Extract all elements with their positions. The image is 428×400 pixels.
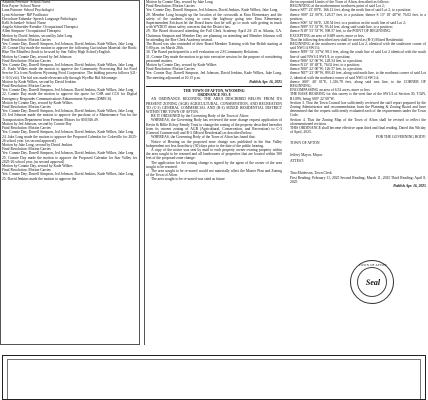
attest-label: ATTEST: (290, 159, 305, 164)
vote-line: Yes: Connie Day, Darrell Simpson, Jed Johnson, David Jenkins, Kade Wilkes, Jake Long (2, 151, 134, 156)
mayor-signature-line: Jeffery Mayor, Mayor (290, 152, 323, 157)
legal-description: thence N00° 22' 00"W, 126.57 feet, to a position; (290, 67, 363, 72)
motion-line: Motion by Connie Day, second by Kade Wilkes (2, 163, 73, 168)
item-26: 25. David Jenkins made the motion to approve the (2, 176, 77, 181)
motion-line: Motion by Connie Day, second by Jed Johnson (2, 54, 72, 59)
effective-clause: THIS ORDINANCE shall become effective upon third and final reading. Dated this 9th day of April, 2025. (290, 126, 426, 135)
legal-description: EXCEPTING an area of 0.689 acres, more or less. (290, 33, 365, 38)
ordinance-para: A copy of the notice was sent by mail to each property owner owning property within the area sought to be rezoned and all landowners of properties that are located within 500 feet of the proposed zone change. (146, 147, 282, 161)
item-20: 20. Connie Day made the motion to approve the following Curriculum Material: the Book: Blue The Mindfest (book to be used by Star Valley High School) English. (2, 46, 137, 55)
resolution-line: Final Resolution: Motion Carries (2, 37, 51, 42)
ordinance-para: The area sought to be re-zoned would not materially affect the Master Plan and Zoning of the Town of Afton. (146, 168, 282, 178)
seal-word: Seal (365, 278, 381, 287)
town-label: TOWN OF AFTON (290, 140, 320, 145)
legal-description: the incorporated Limits of the Town of Afton, described as follows: (290, 0, 390, 4)
legal-description: thence S00° 22' 00"E, 126.57 feet, to a position; thence S 13° 18' 48"W, 76.02 feet, to a position; (290, 12, 426, 21)
signature-space (290, 163, 426, 171)
vote-line: Yes: Connie Day, Darrell Simpson, Jed Johnson, David Jenkins, Kade Wilkes, Jake Long (2, 63, 134, 68)
right-column (290, 0, 426, 188)
item-31: 31. Connie Day made the motion to go into executive session for the purpose of considering personnel matters. (146, 54, 282, 63)
bottom-ad-box (2, 355, 426, 400)
ordinance-para: WHEREAS, the Governing Body has reviewed the zone change request application of Kevin & Billie Kilroy Family Trust to change the zoning of the property described hereafter from its current zoning of AGR (Agricultural, Conservation, and Recreation) to C-3 (General Commercial) and R-3 (Mixed Residential) as described below: (146, 118, 282, 136)
item-28: 28. Member Long brought up the location of the crosswalk at Etna Elementary and the safety of the students trying to cross the highway going into Etna Elementary. Superintendent Erickson let the Board know that he will go to work with getting in touch with WYDOT about safety concerns that the District has. (146, 12, 282, 30)
ordinance-para: BE IT ORDAINED by the Governing Body of the Town of Afton: (151, 114, 249, 119)
motion-line: Motion by Connie Day, second by Jake Long (146, 0, 213, 4)
legal-section: Section 3. That the Town Council has sufficiently reviewed the staff report prepared by the Zoning Administrator and recommendation from the Planning & Zoning Board and have determined that the request sufficiently evaluated each of the requirements under the Town Code. (290, 100, 426, 118)
resolution-line: Final Resolution: Motion Carries (2, 84, 51, 89)
resolution-line: Final Resolution: Motion Carries (2, 58, 51, 63)
vote-line: Yes: Connie Day, Darrell Simpson, Jed Johnson, David Jenkins, Kade Wilkes, Jake Long (2, 42, 134, 47)
middle-column (146, 0, 282, 182)
item-24: 24. Jake Long made the motion to approve the Proposed Calendar for Cokeville for 2025-26 school year. (as second approval) (2, 134, 137, 143)
legal-description: thence N06° 32' 06"W, 128.54 feet, to a position; (290, 58, 363, 63)
motion-line: Motion by Jake Long, second by David Jenkins (2, 142, 73, 147)
item-23: 23. Jed Johnson made the motion to approve the purchase of a Maintenance Van for the Transportation Department from Fremont Motors for $50,926.49. (2, 113, 137, 122)
staff-line: Amanda Peterson- School Nurse (2, 0, 51, 4)
ordinance-para: The application for the zoning change is signed by the agent of the owner of the area sought to be rezoned. (146, 160, 282, 169)
staff-line: Angela Schneider-Erendin- Occupational Therapist (2, 25, 78, 30)
divider (146, 86, 282, 87)
resolution-line: Final Resolution: Motion Carries (146, 4, 195, 9)
vote-line: Yes: Connie Day, Darrell Simpson, Jed Johnson, David Jenkins, Kade Wilkes, Jake Long (2, 172, 134, 177)
staff-line: Erin Payne- School Nurse (2, 4, 41, 9)
resolution-line: Final Resolution: Motion Carries (2, 147, 51, 152)
legal-description: BEGINNING at the northwest corner of said Lot 2, identical with the southwest corner of said NW1/4 SW1/4; (290, 42, 426, 51)
item-29: 29. The Board discussed attending the Fall Clerk Academy April 24- 25 in Atlanta, GA. Chairman Simpson and Member Day are planning on attending and Member Johnson will be attending the Boe Clerk Academy instead. (146, 29, 282, 42)
vote-line: Yes: Connie Day, Darrell Simpson, Jed Johnson, David Jenkins, Kade Wilkes, Jake Long (2, 130, 134, 135)
resolution-line: Final Resolution: Motion Carries (2, 105, 51, 110)
item-21: 21. Kade Wilkes made the motion to approve the Community Processing Bid for Food Service ICs from Northern Wyoming Food Cooperative. The bidding process follows §21-3-110 (viii). The bid was made electronically through WyoBiz Bid Advantage. (2, 67, 137, 80)
motion-line: Motion by Connie Day, second by Kade Wilkes (146, 63, 217, 68)
legal-description: thence N13° 18' 48"E, 76.02 feet, to a position; (290, 63, 360, 68)
legal-description: thence S06° 32' 06"E, 128.54 feet, to a position on the south line of said Lot 2; (290, 21, 406, 26)
vote-line: Yes: Connie Day, Darrell Simpson, Jed Johnson, David Jenkins, Kade Wilkes, Jake Long (146, 8, 278, 13)
motion-line: Motion by Jed Johnson, second by Connie Day (2, 121, 72, 126)
item-25: 25. Connie Day made the motion to approve the Proposed Calendar for Star Valley for 2025-26 school year. (as second approval) (2, 155, 137, 164)
vote-line: Yes: Connie Day, Darrell Simpson, Jed Johnson, David Jenkins, Kade Wilkes, Jake Long (2, 88, 134, 93)
ordinance-para: WHEREAS, the Governing Body of the Town of Afton has found that: (151, 135, 256, 140)
item-29-note: The Board was also reminded of their Board Member Training with Sue Belish starting at 5:00 p.m. on March 28th. (146, 42, 282, 51)
left-column (2, 0, 137, 181)
signature-space (290, 145, 426, 153)
legal-description: ENCOMPASSING an area of 6.52 acres, more or less. (290, 88, 371, 93)
seal-ring-text: TOWN OF AFTON (359, 263, 387, 267)
ordinance-number: ORDINANCE NO. 8 (197, 93, 231, 98)
town-seal-icon (350, 260, 394, 304)
reading-dates: First Reading: February 11, 2025 Second Reading: March 11, 2025 Third Reading: April 8, 2025 (290, 175, 426, 184)
legal-description: thence N89° 53' 33"W, 98.3 feet, along the south line of said Lot 2 identical with the south line of said NW1/4 SW1/4, to a position; (290, 50, 426, 59)
legal-description: THE BASE BEARING for this survey is the west line of the SW1/4 of Section 30, T32N, R118W, being S00° 22' 00"W. (290, 92, 426, 101)
motion-line: Motion by Connie Day, second by Kade Wilkes (2, 100, 73, 105)
governing-body-label: FOR THE GOVERNING BODY: (375, 134, 426, 139)
motion-line: Motion by David Jenkins, second by Jake Long (2, 33, 73, 38)
legal-description: thence N18° 53' 53"W, 598.57 feet, to the POINT OF BEGINNING. (290, 29, 392, 34)
clerk-signature-line: Tina Moderson, Town Clerk (290, 171, 332, 176)
bottom-ad-inner-frame (7, 359, 421, 399)
vote-line: Yes: Connie Day, Darrell Simpson, Jed Johnson, David Jenkins, Kade Wilkes, Jake Long (2, 109, 134, 114)
resolution-line: Final Resolution: Motion Carries (2, 168, 51, 173)
staff-line: Dorochare Eubanks- Speech Language Pathologist (2, 16, 77, 21)
publish-date: Publish Apr. 16, 2025 (249, 79, 282, 84)
legal-description: That the following described area shall be zoned as (R-3) Mixed Residential: (290, 37, 404, 42)
resolution-line: Final Resolution: Motion Carries (2, 126, 51, 131)
legal-description: thence S87° 23' 09"E, 166.12 feet, along the north line of said Lot 2, to a position; (290, 8, 412, 13)
legal-description: BEGINNING at the northernmost northwest point of said Lot 2; (290, 4, 385, 9)
staff-line: Lana Putnam- School Psychologist (2, 8, 54, 13)
resolution-line: Final Resolution: Motion Carries (146, 67, 195, 72)
item-22: 22. Connie Day made the motion to approve the quote for CSB and CCS for Digital Emergency Responder Communications Enhancement Systems (DRECS). (2, 92, 137, 101)
legal-description: thence N89° 53' 33"W, 93.44 feet, along said south line, to a position; (290, 25, 393, 30)
ordinance-para: Notice of Hearing on the proposed zone change was published in the Star Valley Independent not less than thirty (30) days prior to the date of the public hearing. (146, 139, 282, 148)
staff-line: Lynn Schreiner- RtP Facilitator (2, 12, 49, 17)
legal-description: thence N87° 23' 09"W, 893.45 feet, along said north line, to the northeast corner of said Lot 2, identical with the northeast corner of said NW1/4 SW1/4; (290, 71, 426, 80)
item-30: 30. The Board participated in a self evaluation on 2.8 Community Relations. (146, 50, 259, 55)
ordinance-town-heading: THE TOWN OF AFTON, WYOMING (183, 89, 245, 94)
staff-line: Allen Simpson- Occupational Therapist (2, 29, 61, 34)
motion-line: Motion by Kade Wilkes, second by David Jenkins (2, 79, 76, 84)
vote-line: Yes: Connie Day, Darrell Simpson, Jed Johnson, David Jenkins, Kade Wilkes, Jake Long. The meeting adjourned at 10:15 p.m. (146, 71, 282, 80)
publish-date: Publish Apr. 16, 2025 (393, 183, 426, 188)
legal-description: thence S00° 40' 01"E, 1,316.78 feet, along said east line, to the CORNER OF BEGINNING; (290, 79, 426, 89)
staff-line: Kelli Schenkel- School Nurse (2, 21, 46, 26)
legal-section: Section 4. That the Zoning Map of the Town of Afton shall be revised to reflect the aforementioned revision. (290, 117, 426, 126)
ordinance-title: AN ORDINANCE REZONING THE AREA DESCRIBED BELOW FROM ITS PRESENT ZONING (AGR) AGRICULTURAL, CONSERVATION, AND RECREATION TO (C-3) GENERAL COMMERCIAL AND (R-3) MIXED RESIDENTIAL DISTRICT WITHIN THE TOWN OF AFTON. (146, 97, 282, 115)
ordinance-para: The area sought to be re-zoned was sited as future (151, 177, 225, 182)
